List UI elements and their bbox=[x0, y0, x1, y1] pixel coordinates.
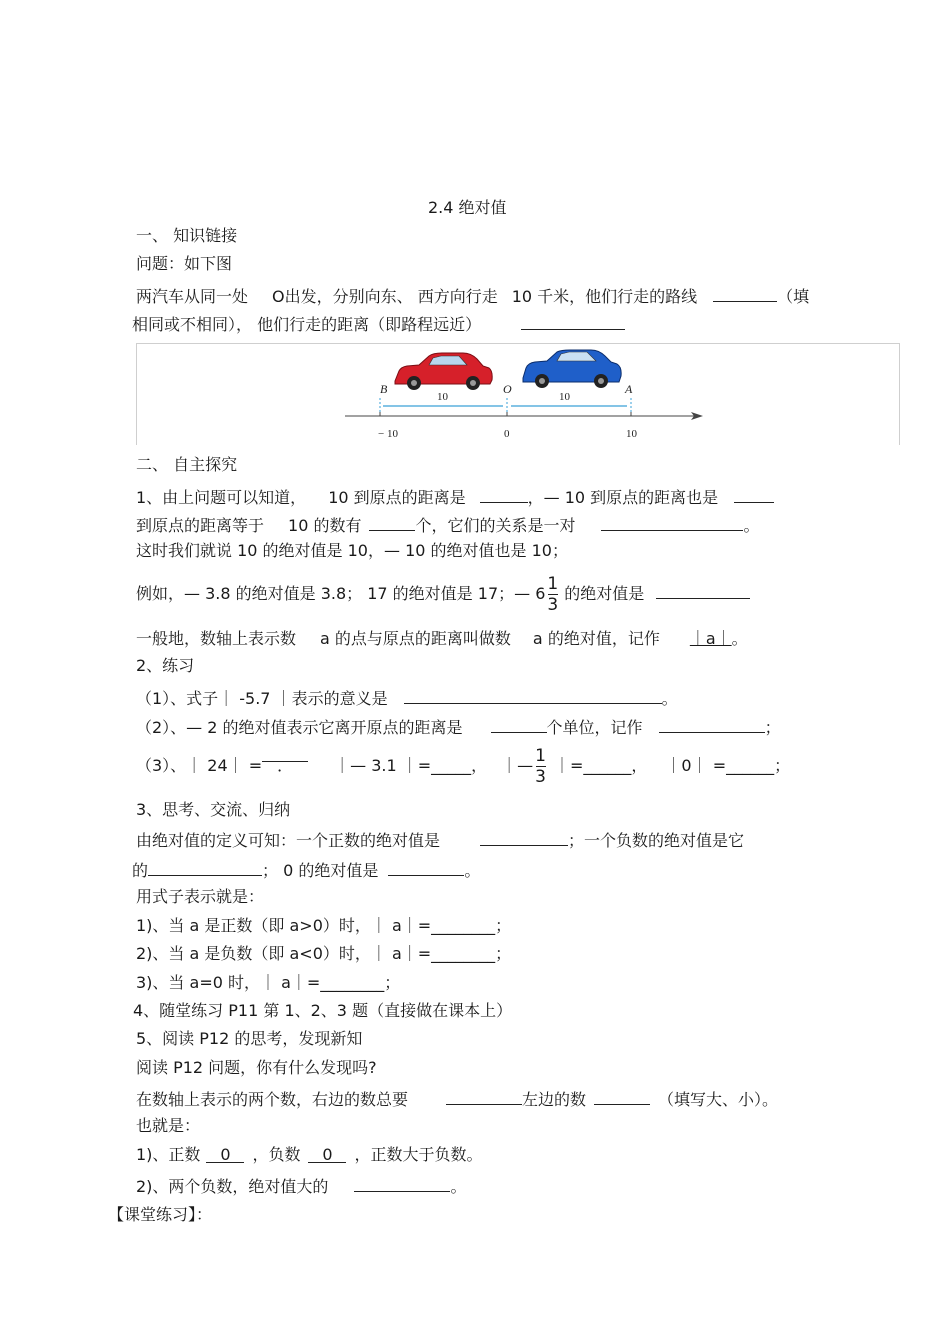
text: a 的绝对值，记作 bbox=[532, 629, 660, 648]
think-line-1 bbox=[136, 828, 744, 851]
text: 左边的数 bbox=[522, 1090, 587, 1109]
reading-line-2 bbox=[136, 1087, 778, 1110]
abs-notation: ｜a｜ bbox=[689, 629, 732, 648]
point-o-label: O bbox=[503, 382, 512, 396]
distance-right-label: 10 bbox=[559, 391, 570, 403]
text: （填 bbox=[777, 287, 810, 306]
point-a-label: A bbox=[625, 382, 633, 396]
answer-blank[interactable] bbox=[601, 513, 743, 531]
formula-3: 3)、当 a=0 时，｜ a｜=________； bbox=[136, 973, 401, 992]
practice-q3 bbox=[136, 744, 790, 788]
text: 到原点的距离等于 bbox=[136, 516, 265, 535]
reading-line-5 bbox=[136, 1174, 466, 1197]
fraction-denominator: 3 bbox=[547, 595, 559, 615]
text: 相同或不相同）， 他们行走的距离（即路程远近） bbox=[132, 315, 482, 334]
question-line-2 bbox=[132, 312, 625, 335]
text: 1)、正数 bbox=[136, 1145, 201, 1164]
text: 。 bbox=[450, 1177, 467, 1196]
text: 1、由上问题可以知道， bbox=[136, 488, 307, 507]
tick-label-10: 10 bbox=[626, 428, 637, 440]
reading-line-3: 也就是： bbox=[136, 1116, 201, 1135]
reading-heading: 5、阅读 P12 的思考，发现新知 bbox=[136, 1029, 363, 1048]
answer-blank[interactable] bbox=[404, 686, 662, 704]
text: （3）、｜ 24｜ = bbox=[136, 756, 263, 775]
text: 。 bbox=[743, 516, 760, 535]
text: 。 bbox=[661, 689, 678, 708]
text: 2)、两个负数，绝对值大的 bbox=[136, 1177, 329, 1196]
text: 例如，— 3.8 的绝对值是 3.8； 17 的绝对值是 17；— 6 bbox=[136, 584, 546, 603]
distance-left-label: 10 bbox=[437, 391, 448, 403]
practice-heading: 2、练习 bbox=[136, 656, 195, 675]
text: ｜0｜ =______； bbox=[665, 756, 791, 775]
answer-blank[interactable] bbox=[354, 1174, 450, 1192]
answer-blank[interactable]: ． bbox=[262, 744, 308, 762]
text: 10 千米，他们行走的路线 bbox=[511, 287, 698, 306]
answer-blank[interactable] bbox=[388, 858, 464, 876]
text: ； bbox=[764, 718, 781, 737]
fraction-one-third bbox=[535, 746, 546, 787]
text: O出发，分别向东、 西方向行走 bbox=[272, 287, 498, 306]
text: 。 bbox=[464, 861, 481, 880]
fraction-numerator: 1 bbox=[547, 574, 559, 594]
answer-blank[interactable] bbox=[480, 828, 568, 846]
car-number-line-figure bbox=[136, 343, 900, 445]
text: （填写大、小）。 bbox=[658, 1090, 779, 1109]
text: ； 0 的绝对值是 bbox=[262, 861, 379, 880]
text: 的绝对值是 bbox=[564, 584, 645, 603]
formula-1: 1)、当 a 是正数（即 a>0）时，｜ a｜=________； bbox=[136, 916, 512, 935]
section1-heading: 一、 知识链接 bbox=[136, 226, 238, 245]
definition-line bbox=[136, 629, 748, 649]
point-b-label: B bbox=[380, 382, 388, 396]
text: （2）、— 2 的绝对值表示它离开原点的距离是 bbox=[136, 718, 463, 737]
question-line-1 bbox=[136, 284, 809, 307]
explore-line-2 bbox=[136, 513, 760, 536]
answer-blank[interactable] bbox=[369, 513, 415, 531]
fraction-one-third bbox=[547, 574, 558, 615]
answer-blank[interactable] bbox=[446, 1087, 522, 1105]
answer-blank[interactable] bbox=[491, 715, 547, 733]
explore-line-1 bbox=[136, 485, 774, 508]
text: ｜=______， bbox=[554, 756, 648, 775]
text: ；一个负数的绝对值是它 bbox=[568, 831, 745, 850]
answer-blank[interactable] bbox=[148, 858, 262, 876]
reading-line-1: 阅读 P12 问题，你有什么发现吗? bbox=[136, 1058, 377, 1077]
number-line-svg bbox=[137, 344, 899, 445]
text: a 的点与原点的距离叫做数 bbox=[320, 629, 511, 648]
reading-line-4 bbox=[136, 1145, 482, 1165]
tick-label-0: 0 bbox=[504, 428, 510, 440]
text: 由绝对值的定义可知：一个正数的绝对值是 bbox=[136, 831, 441, 850]
text: ，正数大于负数。 bbox=[354, 1145, 483, 1164]
answer-blank[interactable] bbox=[713, 284, 777, 302]
text: （1）、式子｜ -5.7 ｜表示的意义是 bbox=[136, 689, 388, 708]
answer-blank[interactable] bbox=[594, 1087, 650, 1105]
text: ｜— 3.1 ｜=_____， bbox=[334, 756, 488, 775]
example-line bbox=[136, 572, 750, 616]
text: 10 的数有 bbox=[288, 516, 362, 535]
answer-blank[interactable] bbox=[659, 715, 765, 733]
think-line-2 bbox=[132, 858, 480, 881]
text: 。 bbox=[731, 629, 748, 648]
text: 在数轴上表示的两个数，右边的数总要 bbox=[136, 1090, 409, 1109]
answer-blank[interactable]: 0 bbox=[206, 1145, 244, 1163]
answer-blank[interactable] bbox=[734, 485, 774, 503]
answer-blank[interactable] bbox=[656, 581, 750, 599]
explore-line-3: 这时我们就说 10 的绝对值是 10，— 10 的绝对值也是 10； bbox=[136, 541, 568, 560]
section2-heading: 二、 自主探究 bbox=[136, 455, 238, 474]
formula-2: 2)、当 a 是负数（即 a<0）时，｜ a｜=________； bbox=[136, 944, 512, 963]
text: 个，它们的关系是一对 bbox=[415, 516, 576, 535]
practice-q1 bbox=[136, 686, 678, 709]
think-heading: 3、思考、交流、归纳 bbox=[136, 800, 291, 819]
text: 10 到原点的距离是 bbox=[328, 488, 466, 507]
fraction-numerator: 1 bbox=[535, 746, 546, 766]
page-title: 2.4 绝对值 bbox=[428, 198, 507, 217]
text: 一般地，数轴上表示数 bbox=[136, 629, 297, 648]
practice-q2 bbox=[136, 715, 781, 738]
fraction-denominator: 3 bbox=[535, 767, 546, 787]
answer-blank[interactable] bbox=[521, 312, 625, 330]
text: ，负数 bbox=[252, 1145, 301, 1164]
text: 两汽车从同一处 bbox=[136, 287, 249, 306]
question-label: 问题：如下图 bbox=[136, 254, 233, 273]
text: 个单位，记作 bbox=[546, 718, 643, 737]
text: ｜— bbox=[501, 756, 534, 775]
answer-blank[interactable]: 0 bbox=[308, 1145, 346, 1163]
classwork-line: 4、随堂练习 P11 第 1、2、3 题（直接做在课本上） bbox=[133, 1001, 513, 1020]
tick-label-neg-10: − 10 bbox=[378, 428, 398, 440]
formula-intro: 用式子表示就是： bbox=[136, 887, 265, 906]
red-car-icon bbox=[395, 353, 492, 390]
classroom-practice-heading: 【课堂练习】： bbox=[108, 1205, 213, 1224]
text: 的 bbox=[132, 861, 149, 880]
answer-blank[interactable] bbox=[480, 485, 528, 503]
blue-car-icon bbox=[523, 350, 621, 388]
text: ，— 10 到原点的距离也是 bbox=[527, 488, 719, 507]
